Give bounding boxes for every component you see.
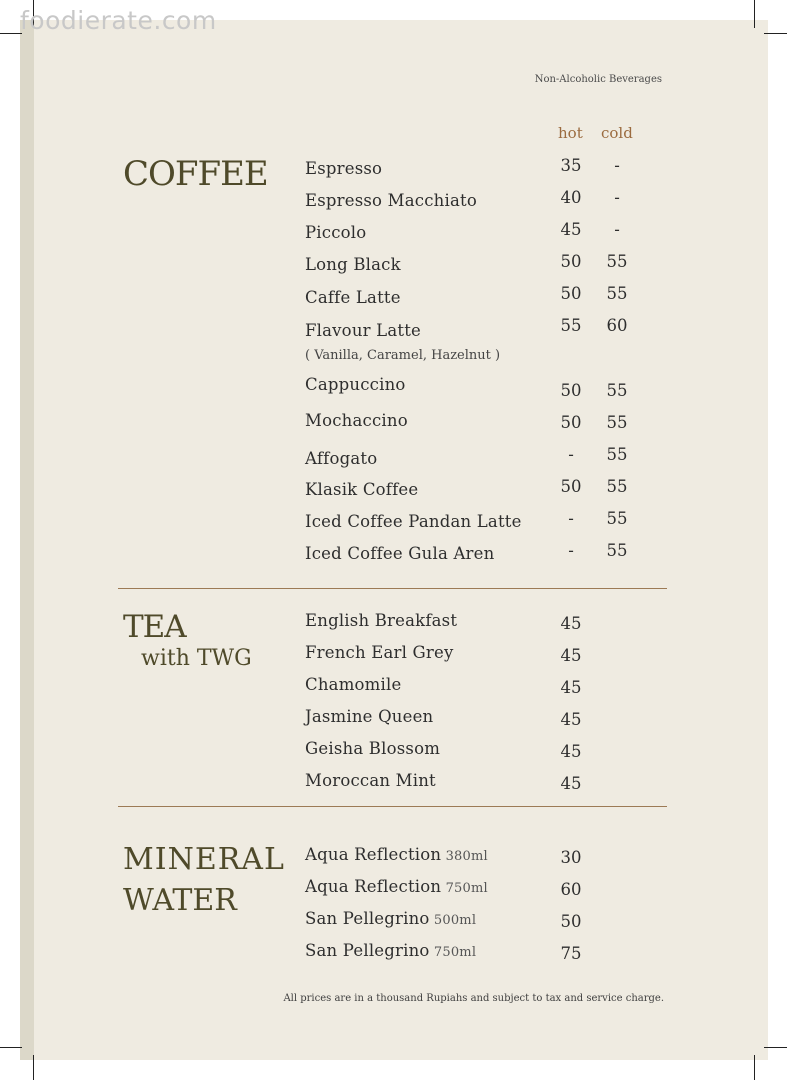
water-brand: San Pellegrino [305, 941, 430, 960]
menu-item-name [305, 941, 476, 960]
item-price: 45 [560, 646, 582, 665]
cold-price: - [614, 156, 620, 175]
menu-item-name: Klasik Coffee [305, 480, 419, 499]
section-divider [118, 588, 667, 589]
cold-price: 55 [606, 284, 628, 303]
menu-item-name: Cappuccino [305, 375, 406, 394]
category-label: Non-Alcoholic Beverages [534, 74, 662, 85]
cold-price: 55 [606, 445, 628, 464]
hot-price: 50 [560, 477, 582, 496]
page-edge-strip [20, 20, 34, 1060]
item-price: 45 [560, 710, 582, 729]
menu-item-name: Piccolo [305, 223, 367, 242]
menu-item-name: Iced Coffee Gula Aren [305, 544, 495, 563]
crop-mark [754, 0, 755, 28]
bottle-size: 750ml [441, 881, 488, 896]
menu-item-name [305, 845, 488, 864]
item-price: 75 [560, 944, 582, 963]
tea-section-subtitle: with TWG [141, 646, 252, 671]
cold-price: - [614, 220, 620, 239]
water-section-title: MINERAL [123, 842, 285, 877]
cold-price: - [614, 188, 620, 207]
menu-item-name: Chamomile [305, 675, 402, 694]
menu-item-name: Long Black [305, 255, 401, 274]
hot-price: - [568, 541, 574, 560]
tea-section-title: TEA [123, 609, 186, 645]
item-price: 45 [560, 678, 582, 697]
menu-item-name: Mochaccino [305, 411, 408, 430]
cold-price: 55 [606, 413, 628, 432]
bottle-size: 750ml [429, 945, 477, 960]
cold-price: 55 [606, 381, 628, 400]
water-brand: Aqua Reflection [305, 877, 442, 896]
crop-mark [0, 33, 22, 34]
cold-price: 55 [606, 477, 628, 496]
menu-item-name: Jasmine Queen [305, 707, 434, 726]
water-brand: Aqua Reflection [305, 845, 442, 864]
menu-item-name: Espresso Macchiato [305, 191, 477, 210]
hot-price: 45 [560, 220, 582, 239]
price-note: All prices are in a thousand Rupiahs and subject to tax and service charge. [283, 993, 664, 1004]
hot-price: 35 [560, 156, 582, 175]
item-price: 50 [560, 912, 582, 931]
crop-mark [764, 1047, 787, 1048]
crop-mark [0, 1047, 22, 1048]
hot-price: - [568, 509, 574, 528]
crop-mark [764, 33, 787, 34]
hot-price: 40 [560, 188, 582, 207]
hot-column-header: hot [558, 124, 583, 142]
item-price: 60 [560, 880, 582, 899]
cold-price: 55 [606, 541, 628, 560]
hot-price: - [568, 445, 574, 464]
crop-mark [33, 1055, 34, 1080]
coffee-section-title: COFFEE [123, 154, 268, 194]
item-price: 45 [560, 742, 582, 761]
cold-price: 60 [606, 316, 628, 335]
menu-item-name: Caffe Latte [305, 288, 401, 307]
cold-price: 55 [606, 509, 628, 528]
bottle-size: 500ml [429, 913, 477, 928]
hot-price: 50 [560, 381, 582, 400]
bottle-size: 380ml [441, 849, 488, 864]
menu-item-note: ( Vanilla, Caramel, Hazelnut ) [305, 348, 501, 363]
hot-price: 50 [560, 252, 582, 271]
menu-item-name [305, 909, 476, 928]
menu-item-name: Geisha Blossom [305, 739, 441, 758]
cold-price: 55 [606, 252, 628, 271]
menu-item-name: Espresso [305, 159, 383, 178]
menu-item-name: Moroccan Mint [305, 771, 436, 790]
hot-price: 50 [560, 413, 582, 432]
hot-price: 50 [560, 284, 582, 303]
hot-price: 55 [560, 316, 582, 335]
section-divider [118, 806, 667, 807]
menu-item-name [305, 877, 488, 896]
crop-mark [754, 1055, 755, 1080]
cold-column-header: cold [601, 124, 633, 142]
water-section-subtitle: WATER [123, 883, 237, 918]
item-price: 45 [560, 614, 582, 633]
item-price: 45 [560, 774, 582, 793]
water-brand: San Pellegrino [305, 909, 430, 928]
menu-item-name: French Earl Grey [305, 643, 454, 662]
item-price: 30 [560, 848, 582, 867]
menu-item-name: Flavour Latte [305, 321, 421, 340]
watermark: foodierate.com [20, 6, 217, 35]
menu-item-name: Iced Coffee Pandan Latte [305, 512, 522, 531]
menu-item-name: Affogato [305, 449, 378, 468]
menu-item-name: English Breakfast [305, 611, 458, 630]
